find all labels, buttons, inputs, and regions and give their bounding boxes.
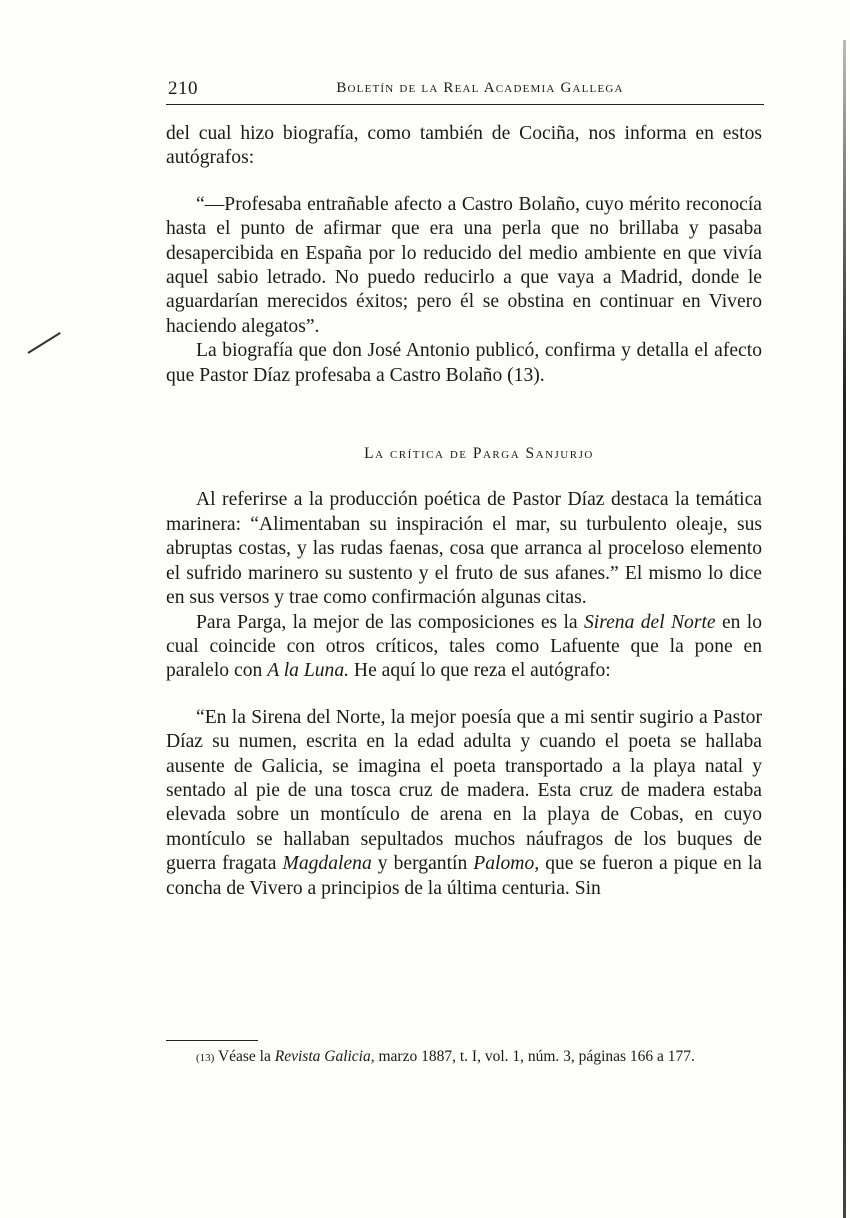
text-run: que se fueron a pique en la concha de Vivero a principios de la última centuria. Sin <box>166 853 763 899</box>
margin-pencil-mark <box>27 332 60 354</box>
italic-title: Magdalena <box>282 853 372 875</box>
text-run: “En la Sirena del Norte, la mejor poesía que a mi sentir sugirio a Pastor Díaz su numen, escrita en la edad adulta y cuando el poeta se hallaba ausente de Galicia, se imagina el poeta transportado a la playa natal y sentado al pie de una tosca cruz de madera. Esta cruz de madera estaba elevada sobre un montículo de arena en la playa de Cobas, en cuyo montículo se hallaban sepultados muchos náufragos de los buques de guerra fragata <box>166 706 762 875</box>
page-edge-shadow <box>843 40 846 1218</box>
footnote-mark: (13) <box>196 1052 215 1064</box>
paragraph: “—Profesaba entrañable afecto a Castro Bolaño, cuyo mérito reconocía hasta el punto de afirmar que era una perla que no brillaba y pasaba desapercibida en España por lo reducido del medio ambiente en que vivía aquel sabio letrado. No puedo reducirlo a que vaya a Madrid, donde le aguardarían merecidos éxitos; pero él se obstina en continuar en Vivero haciendo alegatos”. <box>166 193 762 337</box>
text-run: Véase la <box>217 1048 275 1065</box>
paragraph <box>166 706 762 901</box>
paragraph: La biografía que don José Antonio publicó, confirma y detalla el afecto que Pastor Díaz profesaba a Castro Bolaño (13). <box>166 340 762 386</box>
body-text <box>166 122 762 901</box>
italic-title: Sirena del Norte <box>583 611 716 633</box>
text-run: y bergantín <box>371 853 474 875</box>
paragraph: Al referirse a la producción poética de Pastor Díaz destaca la temática marinera: “Alimentaban su inspiración el mar, su turbulento oleaje, sus abruptas costas, y las rudas faenas, cosa que arranca al proceloso elemento el sufrido marinero su sustento y el fruto de sus afanes.” El mismo lo dice en sus versos y trae como confirmación algunas citas. <box>166 489 762 609</box>
text-run: He aquí lo que reza el autógrafo: <box>349 660 611 682</box>
running-head <box>166 78 764 105</box>
paragraph: del cual hizo biografía, como también de Cociña, nos informa en estos autógrafos: <box>166 123 762 169</box>
footnote-rule <box>166 1040 258 1041</box>
text-run: marzo 1887, t. I, vol. 1, núm. 3, páginas 166 a 177. <box>374 1048 695 1065</box>
journal-title: Boletín de la Real Academia Gallega <box>336 80 624 96</box>
italic-title: A la Luna. <box>267 660 350 682</box>
text-run: Para Parga, la mejor de las composiciones es la <box>196 611 584 633</box>
italic-title: Revista Galicia, <box>274 1048 375 1065</box>
italic-title: Palomo, <box>473 853 540 875</box>
paragraph <box>166 611 762 684</box>
footnote <box>166 1048 762 1067</box>
page-number: 210 <box>168 78 198 99</box>
text-run: en lo cual coincide con otros críticos, tales como Lafuente que la pone en paralelo con <box>166 611 763 682</box>
section-heading: La crítica de Parga Sanjurjo <box>364 445 594 463</box>
